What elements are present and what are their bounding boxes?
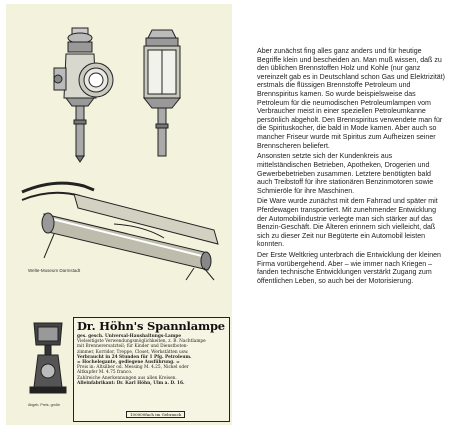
- carriage-lamp-square-image: [132, 26, 192, 162]
- ad-line: = Hochelegante, gediegene Ausführung. =: [77, 360, 180, 366]
- ad-line: Vielseitigste Verwendungsmöglichkeiten, z. B. Nachtlampe: [77, 339, 206, 345]
- carriage-lamp-round-image: [44, 24, 116, 164]
- museum-caption: Welte-Museum Darmstadt: [28, 268, 81, 273]
- table-lamp-image: [26, 317, 70, 399]
- paragraph: Die Ware wurde zunächst mit dem Fahrrad und später mit Pferdewagen transportiert. Mit zunehmender Entwicklung der Automobilindustrie verlegte man sich stärker auf das Benzin-Geschäft. Die Älteren erinnern sich vielleicht, daß sich zu dieser Zeit nur Begüterte ein Automobil leisten konnten.: [257, 198, 438, 249]
- illustration-panel: [6, 4, 232, 425]
- ad-line: zimmer, Korridor, Treppe, Closet, Werkstätten usw.: [77, 349, 189, 355]
- ad-line: Verbraucht in 24 Stunden für 1 Pfg. Petroleum.: [77, 354, 192, 360]
- ad-line: Alleinfabrikant: Dr. Karl Höhn, Ulm a. D. 16.: [77, 380, 185, 386]
- ad-line: ges. gesch. Universal-Haushaltungs-Lampe: [77, 334, 182, 339]
- paragraph: Aber zunächst fing alles ganz anders und für heutige Begriffe klein und bescheiden an. Man muß wissen, daß zu den üblichen Brennstoffen Holz und Kohle (nur ganz vereinzelt gab es in Deutschland schon Gas und Elektrizität) erstmals die flüssigen Brennstoffe Petroleum und Brennspiritus kamen. So wurde beispielsweise das Petroleum für die neumodischen Petroleumlampen vom Verbraucher meist in einer speziellen Petroleumkanne persönlich abgeholt. Den Brennspiritus verwendete man für die Spirituskocher, die bald in Mode kamen. Aber auch so mancher Friseur wurde mit Spiritus zum Aufheizen seiner Brennscheren beliefert.: [257, 48, 446, 150]
- paragraph: Ansonsten setzte sich der Kundenkreis aus mittelständischen Betrieben, Apotheken, Drogerien und Gewerbebetrieben zusammen. Letztere benötigten bald auch Treibstoff für ihre stationären Benzinmotoren sowie Schmieröle für ihre Maschinen.: [257, 153, 434, 195]
- ad-photo-caption: Abgeb. Preis. große: [28, 403, 60, 407]
- ad-line: Altkupfer M. 4.75 franco.: [77, 370, 133, 376]
- ad-text-box: [73, 317, 230, 422]
- ad-line: mit Brennerersatzteil; für Kinder und Dienstboten-: [77, 344, 188, 350]
- ad-line: Preis in: Altsilber od. Messing M. 4.25, Nickel oder: [77, 365, 189, 371]
- ad-usage-bar: 100000fach im Gebrauch: [126, 411, 185, 418]
- ad-line: Zahlreiche Anerkennungen aus allen Kreisen.: [77, 375, 177, 381]
- ad-copy: [77, 334, 226, 386]
- ad-title: Dr. Höhn's Spannlampe: [77, 319, 225, 333]
- paragraph: Der Erste Weltkrieg unterbrach die Entwicklung der kleinen Firma vorübergehend. Aber – wie immer nach Kriegen – fanden technische Entwicklungen verstärkt Zugang zum öffentlichen Leben, so auch bei der Motorisierung.: [257, 252, 441, 285]
- lamp-advertisement: [26, 317, 231, 422]
- ad-lamp-photo: [26, 317, 70, 399]
- body-text: [257, 48, 447, 289]
